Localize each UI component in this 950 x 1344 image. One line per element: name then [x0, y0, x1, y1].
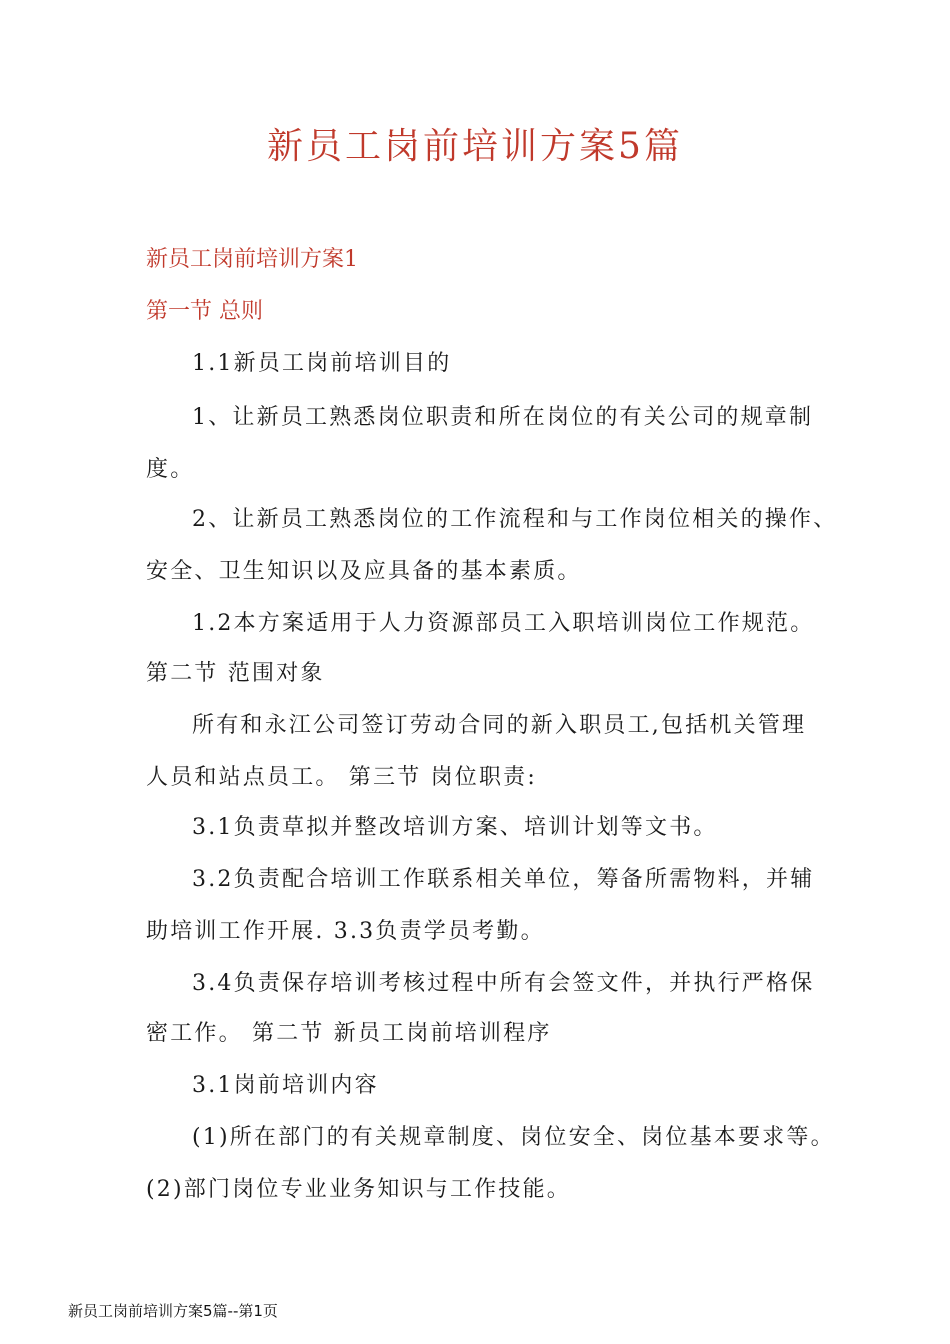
paragraph-line: (1)所在部门的有关规章制度、岗位安全、岗位基本要求等。	[192, 1125, 835, 1150]
paragraph-line: 所有和永江公司签订劳动合同的新入职员工,包括机关管理	[192, 713, 807, 738]
paragraph-line: 人员和站点员工。 第三节 岗位职责:	[146, 765, 537, 790]
paragraph-line: 1.1新员工岗前培训目的	[192, 351, 452, 376]
paragraph-line: 3.2负责配合培训工作联系相关单位，筹备所需物料，并辅	[192, 867, 815, 892]
paragraph-line: 1.2本方案适用于人力资源部员工入职培训岗位工作规范。	[192, 611, 815, 636]
section-heading: 第一节 总则	[146, 299, 263, 324]
paragraph-line: 3.4负责保存培训考核过程中所有会签文件，并执行严格保	[192, 971, 815, 996]
paragraph-line: 1、让新员工熟悉岗位职责和所在岗位的有关公司的规章制	[192, 405, 814, 430]
document-title: 新员工岗前培训方案5篇	[267, 126, 683, 167]
paragraph-line: 安全、卫生知识以及应具备的基本素质。	[146, 559, 582, 584]
paragraph-line: (2)部门岗位专业业务知识与工作技能。	[146, 1177, 571, 1202]
page-footer: 新员工岗前培训方案5篇--第1页	[68, 1302, 278, 1320]
paragraph-line: 度。	[146, 457, 195, 482]
paragraph-line: 2、让新员工熟悉岗位的工作流程和与工作岗位相关的操作、	[192, 507, 838, 532]
part-heading: 新员工岗前培训方案1	[146, 247, 358, 272]
paragraph-line: 第二节 范围对象	[146, 661, 325, 686]
paragraph-line: 3.1岗前培训内容	[192, 1073, 379, 1098]
paragraph-line: 密工作。 第二节 新员工岗前培训程序	[146, 1021, 552, 1046]
paragraph-line: 3.1负责草拟并整改培训方案、培训计划等文书。	[192, 815, 718, 840]
paragraph-line: 助培训工作开展. 3.3负责学员考勤。	[146, 919, 545, 944]
